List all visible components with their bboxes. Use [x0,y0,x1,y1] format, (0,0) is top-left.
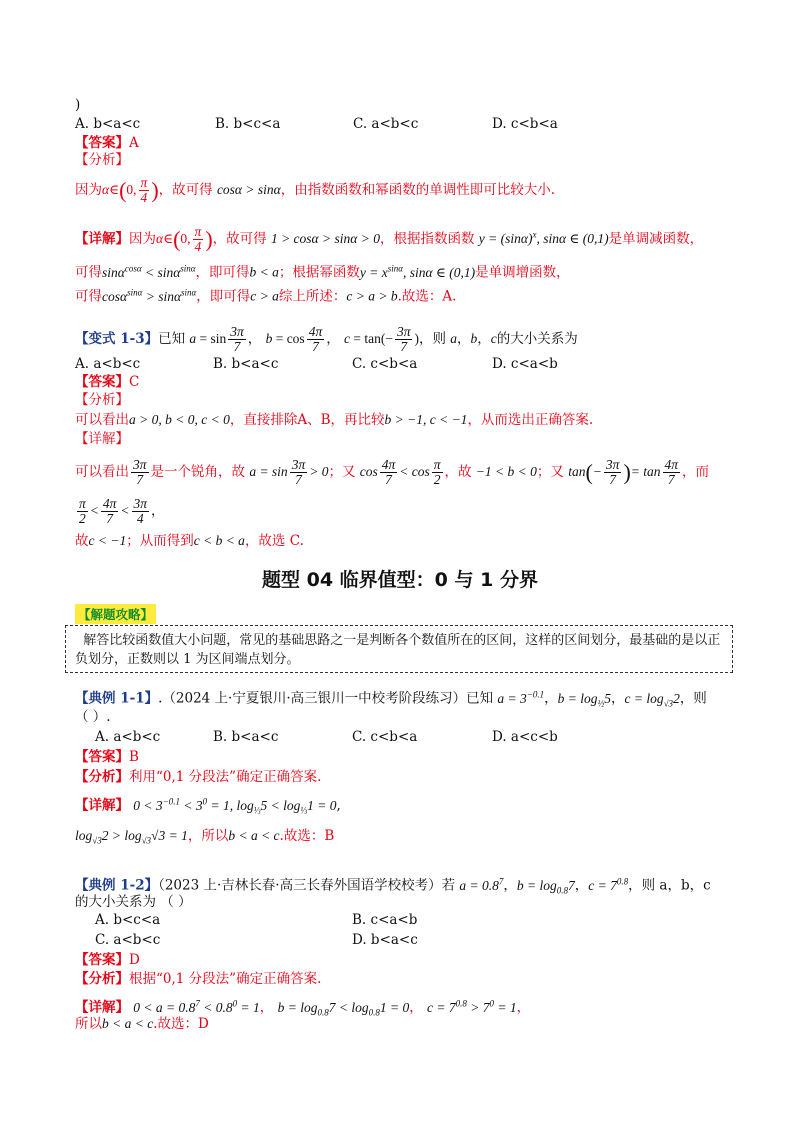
ex11-option-d: D. a<c<b [492,729,558,745]
ex12-answer: 【答案】D [75,952,140,968]
example-1-1-paren: （ ）. [75,709,111,725]
section-title: 题型 04 临界值型：0 与 1 分界 [262,569,538,591]
v13-answer: 【答案】C [75,374,140,390]
ex12-analysis: 【分析】根据“0,1 分段法”确定正确答案. [75,971,322,987]
option-a: A. b<a<c [75,116,141,132]
question-paren: ) [75,97,81,113]
option-b: B. b<c<a [215,116,281,132]
ex11-option-c: C. c<b<a [352,729,418,745]
ex11-detail-line-2: $\log_{√3}2 > \log_{√3}√3 = 1$，所以b < a < c.故选：B [75,828,335,846]
v13-detail-line-1: 可以看出 $\frac{3\pi}{7}$ 是一个锐角，故 a = sin $\frac{3\pi}{7}$ > 0；又 cos $\frac{4\pi}{7}$ < cos $\frac{\pi}{2}$ ，故 −1 < b < 0；又 tan(− $\frac{3\pi}{7}$ )= tan $\frac{4\pi}{7}$ ，而 [75,457,710,487]
option-c: C. a<b<c [353,116,419,132]
ex11-analysis: 【分析】利用“0,1 分段法”确定正确答案. [75,769,322,785]
v13-analysis-line: 可以看出a > 0, b < 0, c < 0，直接排除A、B，再比较b > −1, c < −1，从而选出正确答案. [75,412,594,428]
ex12-detail-line-1: 【详解】 $0 < a = 0.8^7 < 0.8^0 = 1$， $b = \log_{0.8}7 < \log_{0.8}1 = 0$， $c = 7^{0.8} > 7^0 = 1$， [75,998,531,1018]
ex12-option-c: C. a<b<c [95,932,161,948]
v13-option-b: B. b<a<c [213,356,279,372]
v13-detail-label: 【详解】 [75,431,129,447]
ex12-option-d: D. b<a<c [352,932,418,948]
option-d: D. c<b<a [492,116,558,132]
v13-option-c: C. c<b<a [352,356,418,372]
example-1-2-stem: 【典例 1-2】（2023 上·吉林长春·高三长春外国语学校校考）若 $a = 0.8^7$，$b = \log_{0.8}7$，$c = 7^{0.8}$，则 a，b，c [75,876,711,896]
ex11-answer: 【答案】B [75,749,139,765]
example-1-1-stem: 【典例 1-1】.（2024 上·宁夏银川·高三银川一中校考阶段练习）已知 $a = 3^{-0.1}$，$b = \log_{\frac{1}{2}}5$，$c = \log_{√3}2$，则 [75,689,707,709]
answer-line: 【答案】A [75,135,139,151]
v13-detail-line-2: $\frac{\pi}{2}$ < $\frac{4\pi}{7}$ < $\frac{3\pi}{4}$ ， [79,496,165,526]
v13-detail-line-3: 故c < −1；从而得到c < b < a，故选 C. [75,533,304,549]
analysis-label: 【分析】 [75,152,129,168]
v13-option-d: D. c<a<b [492,356,558,372]
detail-line-2: 可得sinα$^{cos\alpha}$ < sinα$^{sin\alpha}$，即可得b < a；根据幂函数$y = x^{sin\alpha}$, sinα ∈ (0,1)是单调增函数， [75,263,570,281]
variant-1-3-stem: 【变式 1-3】已知 a = sin $\frac{3\pi}{7}$ ， b = cos $\frac{4\pi}{7}$ ， c = tan(− $\frac{3\pi}{7}$ )，则 a，b，c的大小关系为 [75,324,578,354]
ex11-option-b: B. b<a<c [213,729,279,745]
ex12-detail-line-2: 所以b < a < c.故选：D [75,1016,209,1032]
v13-analysis-label: 【分析】 [75,392,129,408]
detail-line-1: 【详解】因为α∈(0, $\frac{\pi}{4}$ )，故可得 1 > cosα > sinα > 0，根据指数函数 $y = (\sin\alpha)^x$, sinα ∈ (0,1)是单调减函数， [75,224,704,254]
v13-option-a: A. a<b<c [75,356,141,372]
ex12-option-b: B. c<a<b [352,912,418,928]
example-1-2-line2: 的大小关系为 （ ） [75,894,192,910]
strategy-text: 解答比较函数值大小问题，常见的基础思路之一是判断各个数值所在的区间，这样的区间划分，最基础的是以正负划分，正数则以 1 为区间端点划分。 [75,633,721,667]
ex12-option-a: A. b<c<a [95,912,161,928]
strategy-tag: 【解题攻略】 [75,604,156,624]
analysis-line: 因为α∈(0, $\frac{\pi}{4}$ )，故可得 cosα > sinα，由指数函数和幂函数的单调性即可比较大小. [75,175,556,205]
ex11-detail-line-1: 【详解】 $0 < 3^{-0.1} < 3^0 = 1$, $\log_{\frac{1}{3}}5 < \log_{\frac{1}{3}}1 = 0$, [75,796,341,816]
detail-line-3: 可得cosα$^{sin\alpha}$ > sinα$^{sin\alpha}$，即可得c > a综上所述：c > a > b.故选：A. [75,287,457,305]
ex11-option-a: A. a<b<c [95,729,161,745]
